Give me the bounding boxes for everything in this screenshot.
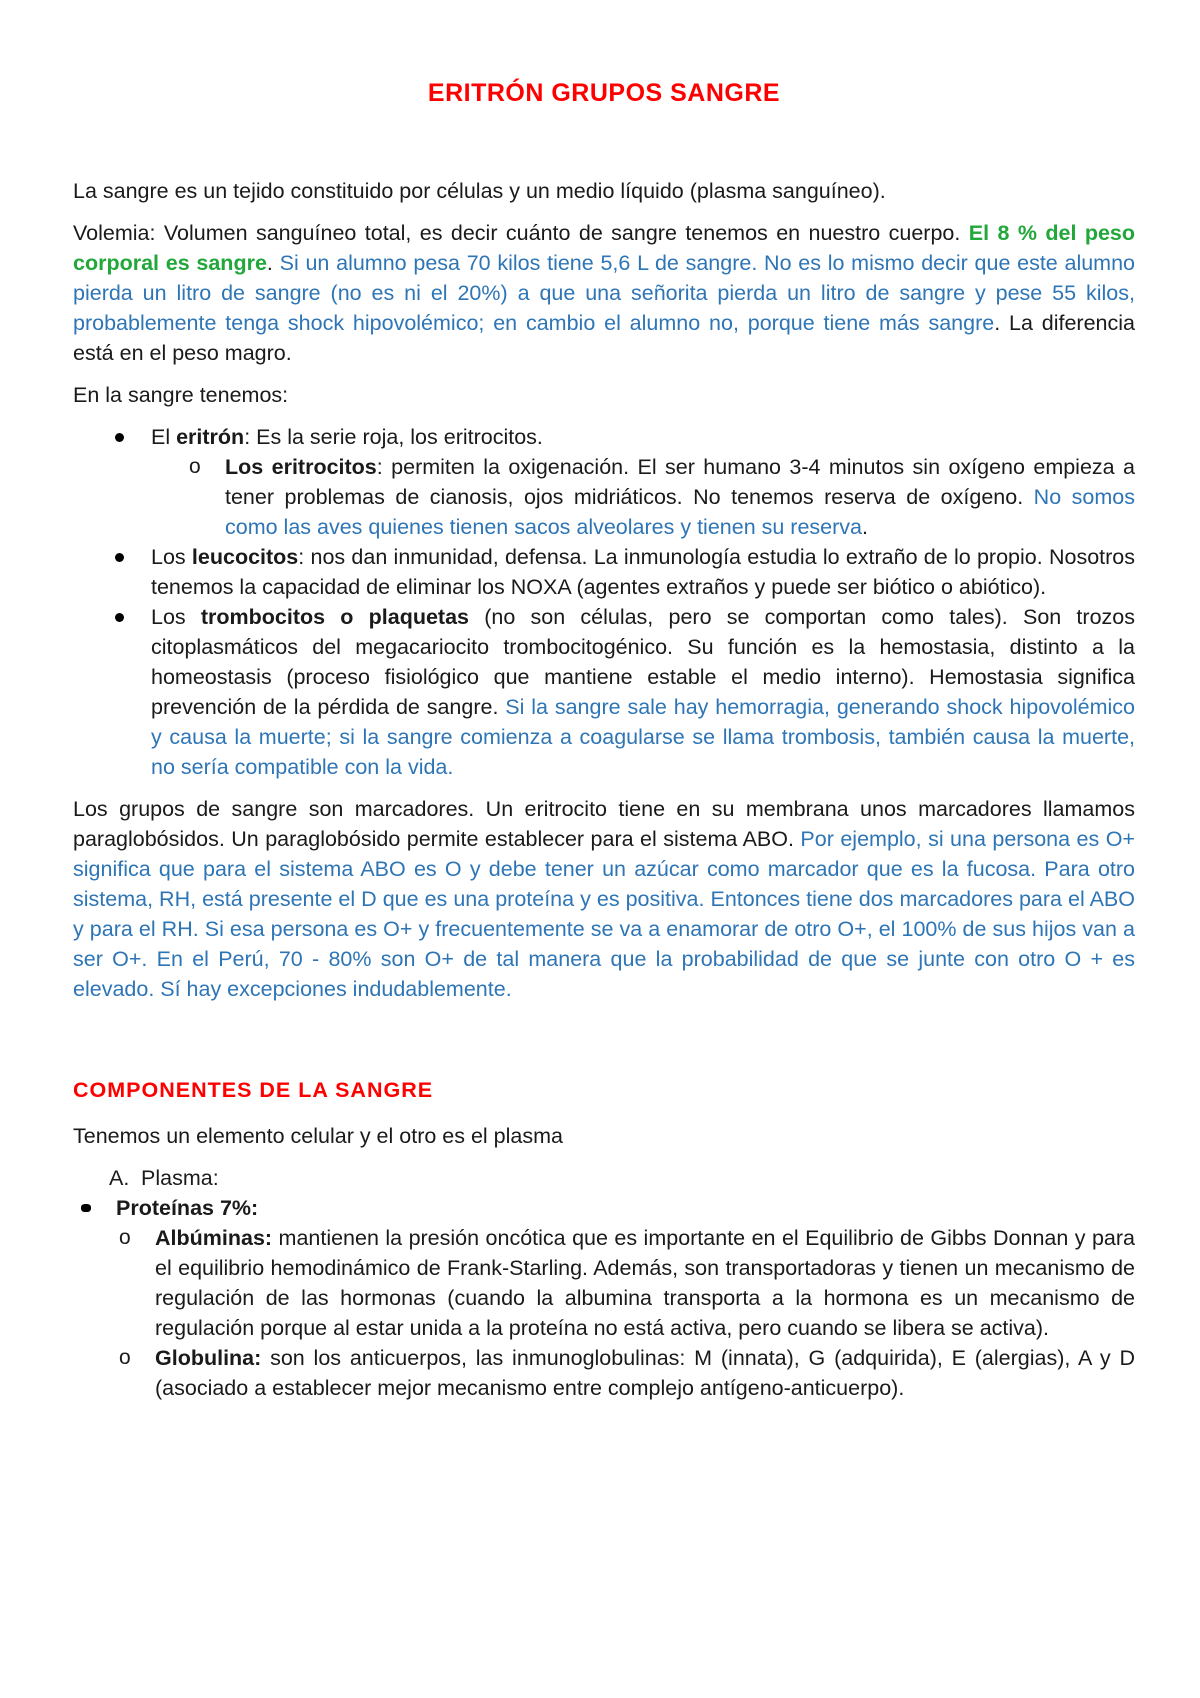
- item-bold: eritrón: [176, 425, 245, 449]
- section-intro: Tenemos un elemento celular y el otro es el plasma: [73, 1124, 563, 1148]
- proteins-sublist: [116, 1223, 1135, 1403]
- list-item: [155, 1343, 1135, 1403]
- item-bold: leucocitos: [191, 545, 299, 569]
- item-text: (no son células, pero se comportan como tales). Son trozos citoplasmáticos del megacariocito trombocitogénico. Su función es la hemostasia, distinto a la homeostasis (proceso fisiológico que mantiene estable el medio interno). Hemostasia significa prevención de la pérdida de sangre.: [151, 605, 1135, 719]
- item-bold: Globulina:: [155, 1346, 262, 1370]
- item-text: mantienen la presión oncótica que es importante en el Equilibrio de Gibbs Donnan y para el equilibrio hemodinámico de Frank-Starling. Además, son transportadoras y tienen un mecanismo de regulación de las hormonas (cuando la albumina transporta a la hormona es un mecanismo de regulación porque al estar unida a la proteína no está activa, pero cuando se libera se activa).: [155, 1226, 1135, 1340]
- item-text: Los: [151, 545, 192, 569]
- blood-groups-paragraph: [73, 794, 1135, 1004]
- list-item: [151, 422, 1135, 542]
- blood-contents-intro: En la sangre tenemos:: [73, 383, 289, 407]
- blood-components-list: [73, 422, 1135, 782]
- item-text: : permiten la oxigenación. El ser humano 3-4 minutos sin oxígeno empieza a tener problemas de cianosis, ojos midriáticos. No tenemos reserva de oxígeno.: [225, 455, 1135, 509]
- item-text: El: [151, 425, 177, 449]
- page-title: ERITRÓN GRUPOS SANGRE: [427, 79, 781, 107]
- item-note: Si la sangre sale hay hemorragia, generando shock hipovolémico y causa la muerte; si la sangre comienza a coagularse se llama trombosis, también causa la muerte, no sería compatible con la vida.: [151, 695, 1135, 779]
- list-item: [151, 602, 1135, 782]
- groups-text: Los grupos de sangre son marcadores. Un eritrocito tiene en su membrana unos marcadores llamamos paraglobósidos. Un paraglobósido permite establecer para el sistema ABO.: [73, 797, 1135, 851]
- item-bold: Albúminas:: [155, 1226, 273, 1250]
- volemia-text: Volemia: Volumen sanguíneo total, es decir cuánto de sangre tenemos en nuestro cuerpo.: [73, 221, 969, 245]
- alpha-text: Plasma:: [141, 1166, 219, 1190]
- item-text: .: [862, 515, 868, 539]
- item-text: : nos dan inmunidad, defensa. La inmunología estudia lo extraño de lo propio. Nosotros tenemos la capacidad de eliminar los NOXA (agentes extraños y puede ser biótico o abiótico).: [151, 545, 1135, 599]
- item-bold: Los eritrocitos: [225, 455, 377, 479]
- item-text: : Es la serie roja, los eritrocitos.: [244, 425, 543, 449]
- item-text: Los: [151, 605, 201, 629]
- volemia-punct: .: [266, 251, 280, 275]
- list-item: [116, 1193, 1135, 1403]
- document-page: [73, 0, 1135, 1403]
- volemia-end: . La diferencia está en el peso magro.: [73, 311, 1135, 365]
- alpha-marker: A.: [109, 1166, 130, 1190]
- item-bold: trombocitos o plaquetas: [200, 605, 470, 629]
- item-bold: Proteínas 7%:: [116, 1196, 259, 1220]
- item-text: son los anticuerpos, las inmunoglobulinas: M (innata), G (adquirida), E (alergias), A y D (asociado a establecer mejor mecanismo entre complejo antígeno-anticuerpo).: [155, 1346, 1135, 1400]
- volemia-example: Si un alumno pesa 70 kilos tiene 5,6 L de sangre. No es lo mismo decir que este alumno pierda un litro de sangre (no es ni el 20%) a que una señorita pierda un litro de sangre y pese 55 kilos, probablemente tenga shock hipovolémico; en cambio el alumno no, porque tiene más sangre: [73, 251, 1136, 335]
- list-item: [151, 542, 1135, 602]
- list-item: [225, 452, 1135, 542]
- volemia-highlight: El 8 % del peso corporal es sangre: [73, 221, 1136, 275]
- item-note: No somos como las aves quienes tienen sacos alveolares y tienen su reserva: [225, 485, 1135, 539]
- eritron-sublist: [151, 452, 1135, 542]
- groups-example: Por ejemplo, si una persona es O+ significa que para el sistema ABO es O y debe tener un azúcar como marcador que es la fucosa. Para otro sistema, RH, está presente el D que es una proteína y es positiva. Entonces tiene dos marcadores para el ABO y para el RH. Si esa persona es O+ y frecuentemente se va a enamorar de otro O+, el 100% de sus hijos van a ser O+. En el Perú, 70 - 80% son O+ de tal manera que la probabilidad de que se junte con otro O + es elevado. Sí hay excepciones indudablemente.: [73, 827, 1135, 1001]
- intro-paragraph: La sangre es un tejido constituido por células y un medio líquido (plasma sanguíneo).: [73, 179, 886, 203]
- plasma-list: [73, 1193, 1135, 1403]
- section-heading: COMPONENTES DE LA SANGRE: [73, 1078, 434, 1102]
- volemia-paragraph: [73, 218, 1135, 368]
- alpha-list-item: [73, 1163, 1135, 1193]
- list-item: [155, 1223, 1135, 1343]
